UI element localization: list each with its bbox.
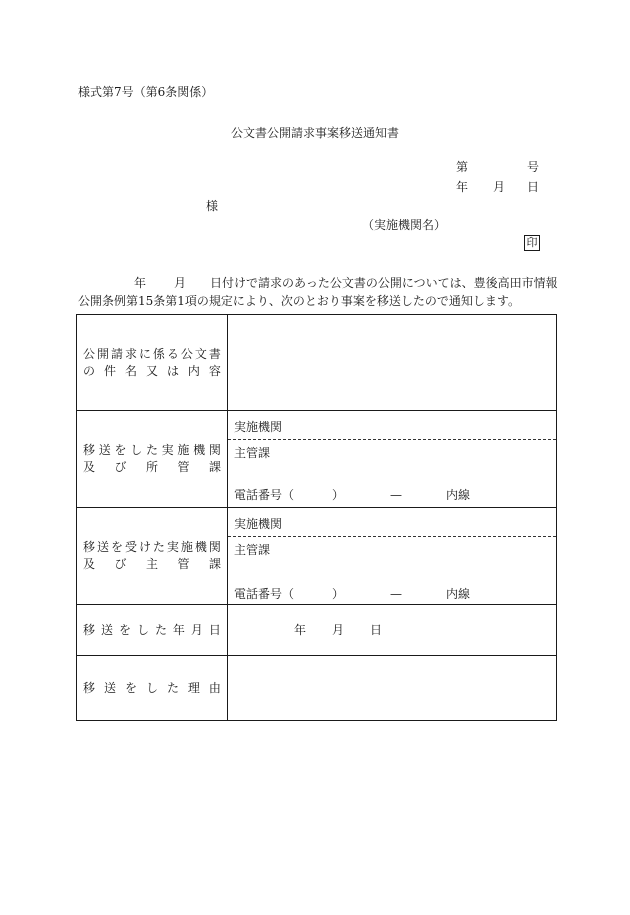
date-month: 月 <box>493 180 506 194</box>
label-char: 開 <box>96 346 109 361</box>
label-char: 係 <box>152 346 165 361</box>
label-char: 移 <box>83 622 96 637</box>
label-char: び <box>114 460 127 474</box>
label-char: 由 <box>208 680 221 695</box>
section-label: 主管課 <box>234 543 271 557</box>
date-year: 年 <box>456 180 469 194</box>
row-subject <box>77 315 557 411</box>
label-char: 主 <box>145 557 158 571</box>
field-transferring-agency[interactable] <box>228 411 557 508</box>
label-char: 公 <box>180 346 193 361</box>
label-transfer-date-line <box>83 622 221 639</box>
label-char: 求 <box>124 346 137 361</box>
intro-month: 月 <box>174 276 187 290</box>
intro-paragraph <box>78 274 558 310</box>
label-char: の <box>83 363 96 378</box>
label-char: 施 <box>180 540 193 554</box>
date-line <box>294 623 382 637</box>
extension-label: 内線 <box>446 587 471 601</box>
date-day: 日 <box>527 180 540 194</box>
transfer-details-table <box>76 314 557 721</box>
label-subject-line2 <box>83 363 221 380</box>
phone-line <box>234 587 470 601</box>
label-char: 課 <box>208 460 221 474</box>
extension-label: 内線 <box>446 488 471 502</box>
label-char: 送 <box>103 680 116 695</box>
agency-label: 実施機関 <box>234 517 283 531</box>
label-char: び <box>114 557 127 571</box>
label-char: 書 <box>208 346 221 361</box>
field-receiving-agency[interactable] <box>228 508 557 605</box>
label-char: 理 <box>187 680 200 695</box>
row-receiving-agency <box>77 508 557 605</box>
label-char: し <box>145 680 158 695</box>
dashed-divider <box>228 439 556 440</box>
label-char: る <box>166 346 179 361</box>
label-char: た <box>145 443 158 457</box>
phone-line <box>234 488 470 502</box>
label-char: 移 <box>83 540 96 554</box>
label-char: 機 <box>194 540 207 554</box>
phone-paren-close: ） <box>332 587 345 601</box>
label-char: 及 <box>83 557 96 571</box>
label-char: 関 <box>208 540 221 554</box>
label-char: 文 <box>194 346 207 361</box>
transfer-date-month: 月 <box>332 623 345 637</box>
label-char: に <box>138 346 151 361</box>
form-number: 様式第7号（第6条関係） <box>78 85 214 99</box>
label-char: 所 <box>145 460 158 474</box>
label-char: た <box>154 622 167 637</box>
label-char: し <box>136 622 149 637</box>
label-char: を <box>124 680 137 695</box>
label-receiving-line2 <box>83 556 221 573</box>
label-char: 関 <box>208 443 221 457</box>
label-char: た <box>166 680 179 695</box>
label-transfer-reason-line <box>83 680 221 697</box>
label-char: 容 <box>208 363 221 378</box>
label-char: 送 <box>96 540 109 554</box>
label-subject-line1 <box>83 346 221 363</box>
section-label: 主管課 <box>234 446 271 460</box>
label-subject <box>77 315 228 411</box>
phone-label: 電話番号（ <box>234 587 295 601</box>
label-char: 送 <box>100 622 113 637</box>
label-char: を <box>118 622 131 637</box>
label-char: た <box>152 540 165 554</box>
label-char: 月 <box>190 622 203 637</box>
label-transferring-line2 <box>83 459 221 476</box>
label-char: を <box>110 540 123 554</box>
label-char: し <box>130 443 143 457</box>
label-char: 移 <box>83 680 96 695</box>
label-char: 公 <box>83 346 96 361</box>
field-subject[interactable] <box>228 315 557 411</box>
seal-mark: 印 <box>524 235 540 251</box>
phone-dash: — <box>390 488 403 502</box>
document-title: 公文書公開請求事案移送通知書 <box>230 126 399 140</box>
intro-text-1: 日付けで請求のあった公文書の公開については、豊後高田市情報 <box>210 276 558 290</box>
label-transfer-date <box>77 605 228 656</box>
label-char: 管 <box>177 460 190 474</box>
label-transferring-agency <box>77 411 228 508</box>
label-char: 年 <box>172 622 185 637</box>
label-char: 課 <box>208 557 221 571</box>
intro-year: 年 <box>134 276 147 290</box>
label-char: 移 <box>83 443 96 457</box>
label-char: 件 <box>103 363 116 378</box>
dashed-divider <box>228 536 556 537</box>
row-transfer-date <box>77 605 557 656</box>
transfer-date-day: 日 <box>370 623 383 637</box>
field-transfer-date[interactable] <box>228 605 557 656</box>
agency-label: 実施機関 <box>234 420 283 434</box>
phone-dash: — <box>390 587 403 601</box>
transfer-date-year: 年 <box>294 623 307 637</box>
label-char: 又 <box>145 363 158 378</box>
label-transfer-reason <box>77 656 228 721</box>
agency-name-placeholder: （実施機関名） <box>362 218 447 232</box>
label-receiving-agency <box>77 508 228 605</box>
row-transferring-agency <box>77 411 557 508</box>
intro-line-2: 公開条例第15条第1項の規定により、次のとおり事案を移送したので通知します。 <box>78 294 520 308</box>
label-char: 及 <box>83 460 96 474</box>
label-transferring-line1 <box>83 442 221 459</box>
label-char: 実 <box>166 540 179 554</box>
label-char: 受 <box>124 540 137 554</box>
label-char: は <box>166 363 179 378</box>
label-char: 名 <box>124 363 137 378</box>
phone-label: 電話番号（ <box>234 488 295 502</box>
doc-number-prefix: 第 <box>456 160 469 174</box>
label-char: 機 <box>193 443 206 457</box>
intro-line-1 <box>78 274 558 292</box>
label-char: 実 <box>161 443 174 457</box>
label-receiving-line1 <box>83 539 221 556</box>
label-char: 送 <box>98 443 111 457</box>
label-char: 日 <box>208 622 221 637</box>
phone-paren-close: ） <box>332 488 345 502</box>
label-char: 施 <box>177 443 190 457</box>
label-char: け <box>138 540 151 554</box>
label-char: 請 <box>110 346 123 361</box>
row-transfer-reason <box>77 656 557 721</box>
label-char: を <box>114 443 127 457</box>
doc-number-suffix: 号 <box>527 160 540 174</box>
label-char: 管 <box>177 557 190 571</box>
addressee-suffix: 様 <box>206 199 219 213</box>
label-char: 内 <box>187 363 200 378</box>
field-transfer-reason[interactable] <box>228 656 557 721</box>
